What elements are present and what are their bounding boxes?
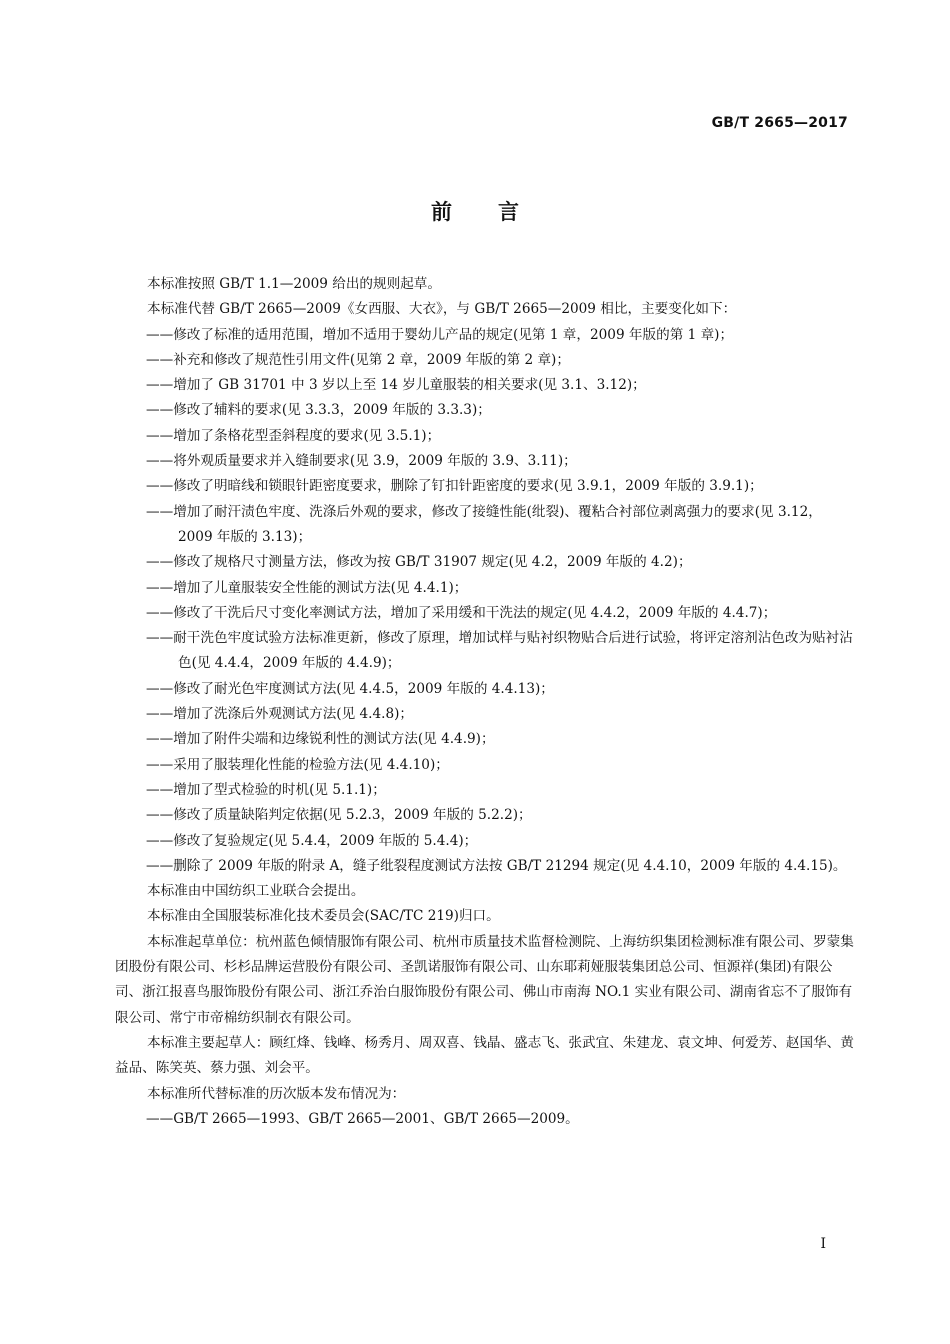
page-title: 前言 (431, 200, 565, 224)
list-item: ——修改了规格尺寸测量方法，修改为按 GB/T 31907 规定(见 4.2，2009 年版的 4.2)； (146, 554, 692, 571)
paragraph: 本标准所代替标准的历次版本发布情况为： (147, 1085, 406, 1102)
paragraph: 本标准由中国纺织工业联合会提出。 (147, 883, 365, 900)
page-number: I (820, 1236, 826, 1252)
standard-code: GB/T 2665—2017 (711, 115, 848, 131)
drafters: 本标准主要起草人：顾红烽、钱峰、杨秀月、周双喜、钱晶、盛志飞、张武宜、朱建龙、袁文坤、何爱芳、赵国华、黄益品、陈笑英、蔡力强、刘会平。 (115, 1034, 854, 1077)
list-item: ——修改了质量缺陷判定依据(见 5.2.3，2009 年版的 5.2.2)； (146, 807, 532, 824)
list-item: ——修改了辅料的要求(见 3.3.3，2009 年版的 3.3.3)； (146, 402, 491, 419)
list-item: ——修改了标准的适用范围，增加不适用于婴幼儿产品的规定(见第 1 章，2009 年版的第 1 章)； (146, 326, 734, 343)
list-item: ——修改了耐光色牢度测试方法(见 4.4.5，2009 年版的 4.4.13)； (146, 680, 554, 697)
list-item: ——采用了服装理化性能的检验方法(见 4.4.10)； (146, 756, 449, 773)
list-item: ——增加了条格花型歪斜程度的要求(见 3.5.1)； (146, 427, 441, 444)
list-item: ——增加了 GB 31701 中 3 岁以上至 14 岁儿童服装的相关要求(见 3.1、3.12)； (146, 377, 646, 394)
list-item: ——耐干洗色牢度试验方法标准更新，修改了原理，增加试样与贴衬织物贴合后进行试验，将评定溶剂沾色改为贴衬沾色(见 4.4.4，2009 年版的 4.4.9)； (146, 630, 853, 672)
list-item: ——修改了干洗后尺寸变化率测试方法，增加了采用缓和干洗法的规定(见 4.4.2，2009 年版的 4.4.7)； (146, 604, 777, 621)
list-item: ——增加了附件尖端和边缘锐利性的测试方法(见 4.4.9)； (146, 731, 495, 748)
paragraph: 本标准由全国服装标准化技术委员会(SAC/TC 219)归口。 (147, 908, 500, 925)
list-item: ——修改了复验规定(见 5.4.4，2009 年版的 5.4.4)； (146, 832, 478, 849)
list-item: ——增加了型式检验的时机(见 5.1.1)； (146, 781, 386, 798)
list-item: ——增加了耐汗渍色牢度、洗涤后外观的要求，修改了接缝性能(纰裂)、覆粘合衬部位剥离强力的要求(见 3.12，2009 年版的 3.13)； (146, 503, 822, 545)
list-item: ——补充和修改了规范性引用文件(见第 2 章，2009 年版的第 2 章)； (146, 351, 570, 368)
paragraph: 本标准按照 GB/T 1.1—2009 给出的规则起草。 (147, 276, 441, 292)
list-item: ——增加了儿童服装安全性能的测试方法(见 4.4.1)； (146, 579, 468, 596)
list-item: ——修改了明暗线和锁眼针距密度要求，删除了钉扣针距密度的要求(见 3.9.1，2009 年版的 3.9.1)； (146, 478, 763, 495)
changes-list (115, 323, 855, 880)
drafting-units: 本标准起草单位：杭州蓝色倾情服饰有限公司、杭州市质量技术监督检测院、上海纺织集团检测标准有限公司、罗蒙集团股份有限公司、杉杉品牌运营股份有限公司、圣凯诺服饰有限公司、山东耶莉娅服装集团总公司、恒源祥(集团)有限公司、浙江报喜鸟服饰股份有限公司、浙江乔治白服饰股份有限公司、佛山市南海 NO.1 实业有限公司、湖南省忘不了服饰有限公司、常宁市帝棉纺织制衣有限公司。 (115, 933, 854, 1026)
paragraph: 本标准代替 GB/T 2665—2009《女西服、大衣》，与 GB/T 2665—2009 相比，主要变化如下： (147, 301, 737, 318)
foreword-body (115, 272, 855, 1132)
history-item: ——GB/T 2665—1993、GB/T 2665—2001、GB/T 2665—2009。 (146, 1110, 579, 1127)
list-item: ——将外观质量要求并入缝制要求(见 3.9，2009 年版的 3.9、3.11)； (146, 453, 577, 470)
list-item: ——删除了 2009 年版的附录 A，缝子纰裂程度测试方法按 GB/T 21294 规定(见 4.4.10，2009 年版的 4.4.15)。 (146, 857, 847, 874)
list-item: ——增加了洗涤后外观测试方法(见 4.4.8)； (146, 706, 414, 723)
